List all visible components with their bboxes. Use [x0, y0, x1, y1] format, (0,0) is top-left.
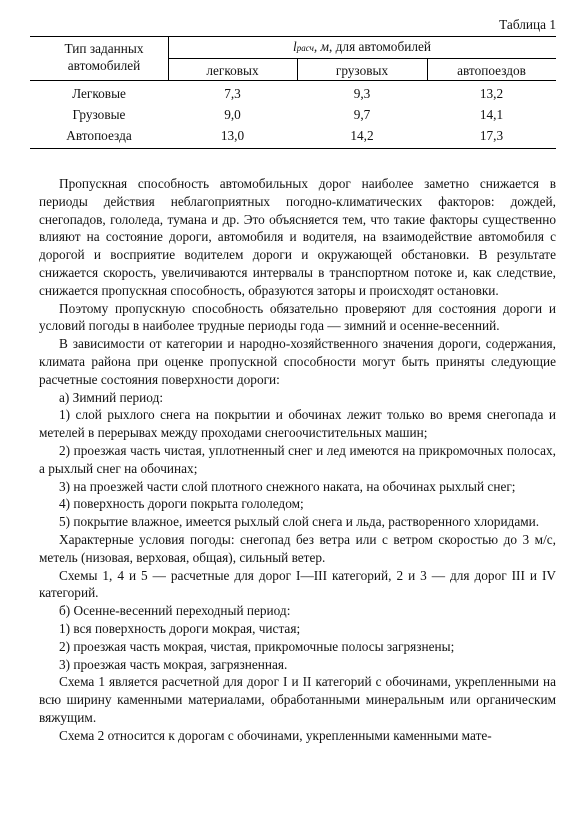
paragraph: 3) проезжая часть мокрая, загрязненная.: [59, 656, 288, 672]
table-top-rule: [30, 36, 556, 37]
table-header-mid-rule: [168, 58, 556, 59]
row-value: 9,7: [353, 107, 371, 122]
table-col-head: Тип заданных автомобилей: [64, 41, 144, 73]
paragraph: 2) проезжая часть чистая, уплотненный снег и лед имеются на прикромочных полосах, а рыхлый снег на обочинах;: [39, 442, 556, 476]
table-col-0: легковых: [206, 63, 259, 78]
row-type: Автопоезда: [66, 128, 132, 143]
row-value: 9,3: [353, 86, 371, 101]
group-head-subscript: расч: [296, 43, 314, 53]
table-caption: Таблица 1: [499, 17, 556, 32]
body-text: [39, 175, 556, 745]
row-value: 14,1: [479, 107, 504, 122]
row-value: 13,2: [479, 86, 504, 101]
group-head-unit: , м: [313, 39, 330, 54]
group-head-symbol: l: [293, 39, 297, 54]
table-group-head: [168, 38, 556, 57]
paragraph: 1) слой рыхлого снега на покрытии и обочинах лежит только во время снегопада и метелей в перерывах между проходами снегоочистительных машин;: [39, 407, 556, 441]
paragraph: Поэтому пропускную способность обязательно проверяют для состояния дороги и условий погоды в наиболее трудные периоды года — зимний и осенне-весенний.: [39, 300, 556, 334]
table-col-1: грузовых: [335, 63, 389, 78]
table-header-bottom-rule: [30, 80, 556, 81]
table-col-2: автопоездов: [457, 63, 526, 78]
paragraph: Схема 2 относится к дорогам с обочинами, укрепленными каменными мате-: [59, 727, 492, 743]
row-value: 14,2: [350, 128, 374, 143]
row-value: 17,3: [479, 128, 504, 143]
paragraph: Пропускная способность автомобильных дорог наиболее заметно снижается в периоды действия неблагоприятных погодно-климатических факторов: дождей, снегопадов, гололеда, тумана и др. Это объясняется тем, что такие факторы существенно влияют на состояние дороги, автомобиля и водителя, на взаимодействие автомобиля с дорогой и восприятие водителем дороги и окружающей обстановки. В результате снижается скорость, увеличиваются интервалы в транспортном потоке и, как следствие, снижается пропускная способность, образуются заторы и происходят остановки.: [39, 176, 556, 298]
table-bottom-rule: [30, 148, 556, 149]
paragraph: 5) покрытие влажное, имеется рыхлый слой снега и льда, растворенного хлоридами.: [59, 514, 540, 530]
paragraph: 2) проезжая часть мокрая, чистая, прикромочные полосы загрязнены;: [59, 638, 455, 654]
paragraph: 1) вся поверхность дороги мокрая, чистая;: [59, 620, 301, 636]
paragraph: Схемы 1, 4 и 5 — расчетные для дорог I—III категорий, 2 и 3 — для дорог III и IV категорий.: [39, 567, 556, 601]
row-type: Легковые: [72, 86, 126, 101]
paragraph: Схема 1 является расчетной для дорог I и II категорий с обочинами, укрепленными на всю ширину каменными материалами, обработанными минеральным или органическим вяжущим.: [39, 674, 556, 725]
paragraph: 4) поверхность дороги покрыта гололедом;: [59, 496, 304, 512]
row-value: 7,3: [224, 86, 241, 101]
group-head-rest: , для автомобилей: [329, 39, 431, 54]
row-type: Грузовые: [72, 107, 126, 122]
row-value: 13,0: [220, 128, 245, 143]
paragraph: В зависимости от категории и народно-хозяйственного значения дороги, содержания, климата района при оценке пропускной способности могут быть приняты следующие расчетные состояния поверхности дороги:: [39, 336, 556, 387]
paragraph: Характерные условия погоды: снегопад без ветра или с ветром скоростью до 3 м/с, метель (низовая, верховая, общая), сильный ветер.: [39, 531, 556, 565]
paragraph: 3) на проезжей части слой плотного снежного наката, на обочинах рыхлый снег;: [59, 478, 516, 494]
paragraph: а) Зимний период:: [59, 389, 164, 405]
paragraph: б) Осенне-весенний переходный период:: [59, 603, 291, 619]
row-value: 9,0: [224, 107, 241, 122]
